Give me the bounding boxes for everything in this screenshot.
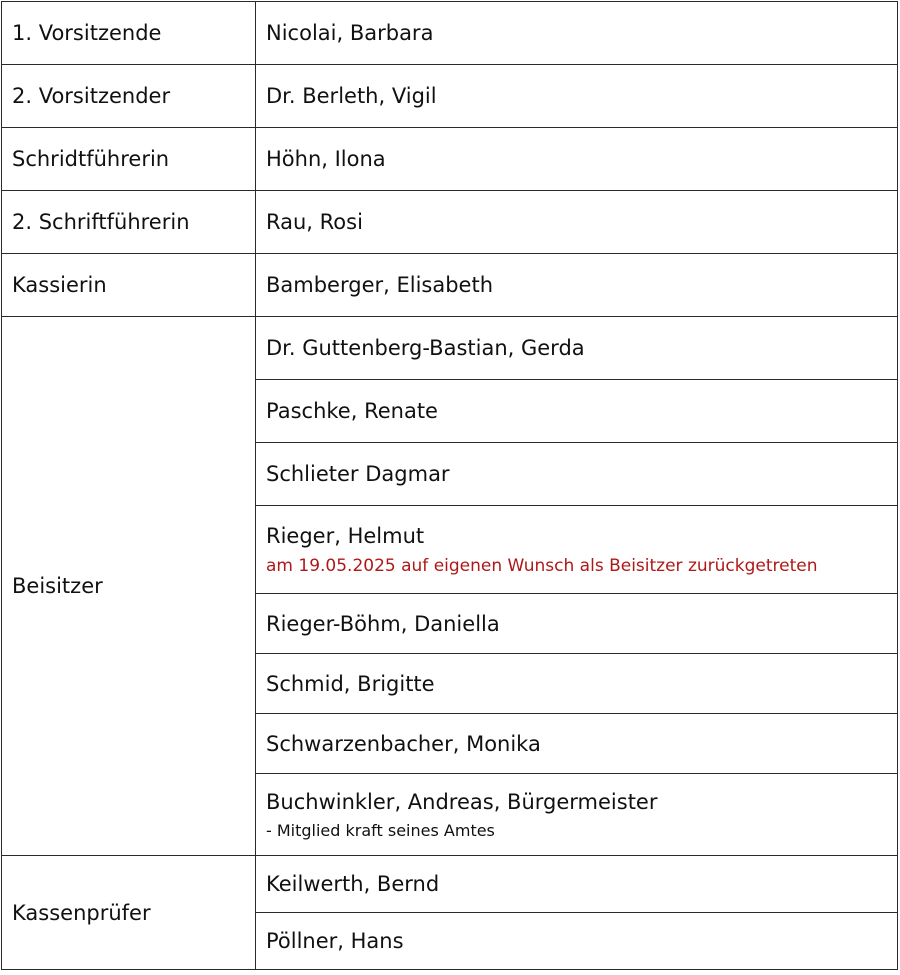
name-cell: Nicolai, Barbara — [256, 2, 898, 65]
name-cell: Dr. Berleth, Vigil — [256, 65, 898, 128]
resignation-note: am 19.05.2025 auf eigenen Wunsch als Beisitzer zurückgetreten — [266, 555, 818, 576]
name-cell-with-note — [256, 774, 898, 856]
table-row — [2, 128, 898, 191]
name-cell: Rau, Rosi — [256, 191, 898, 254]
name-cell: Rieger-Böhm, Daniella — [256, 594, 898, 654]
role-cell: 2. Schriftführerin — [2, 191, 256, 254]
role-cell: 2. Vorsitzender — [2, 65, 256, 128]
name-cell: Schwarzenbacher, Monika — [256, 714, 898, 774]
board-members-table — [1, 1, 898, 970]
member-name: Rieger, Helmut — [266, 523, 425, 548]
table-row — [2, 856, 898, 913]
table-row — [2, 317, 898, 380]
member-name: Buchwinkler, Andreas, Bürgermeister — [266, 789, 658, 814]
table-row — [2, 191, 898, 254]
name-cell: Schmid, Brigitte — [256, 654, 898, 714]
role-cell: Kassierin — [2, 254, 256, 317]
name-cell-with-note — [256, 506, 898, 594]
name-cell: Bamberger, Elisabeth — [256, 254, 898, 317]
name-cell: Schlieter Dagmar — [256, 443, 898, 506]
role-cell-beisitzer: Beisitzer — [2, 317, 256, 856]
name-cell: Keilwerth, Bernd — [256, 856, 898, 913]
name-cell: Paschke, Renate — [256, 380, 898, 443]
name-cell: Höhn, Ilona — [256, 128, 898, 191]
name-cell: Pöllner, Hans — [256, 913, 898, 970]
role-cell: 1. Vorsitzende — [2, 2, 256, 65]
table-row — [2, 2, 898, 65]
membership-note: - Mitglied kraft seines Amtes — [266, 820, 495, 840]
table-row — [2, 254, 898, 317]
name-cell: Dr. Guttenberg-Bastian, Gerda — [256, 317, 898, 380]
table-row — [2, 65, 898, 128]
role-cell-kassenpruefer: Kassenprüfer — [2, 856, 256, 970]
role-cell: Schridtführerin — [2, 128, 256, 191]
